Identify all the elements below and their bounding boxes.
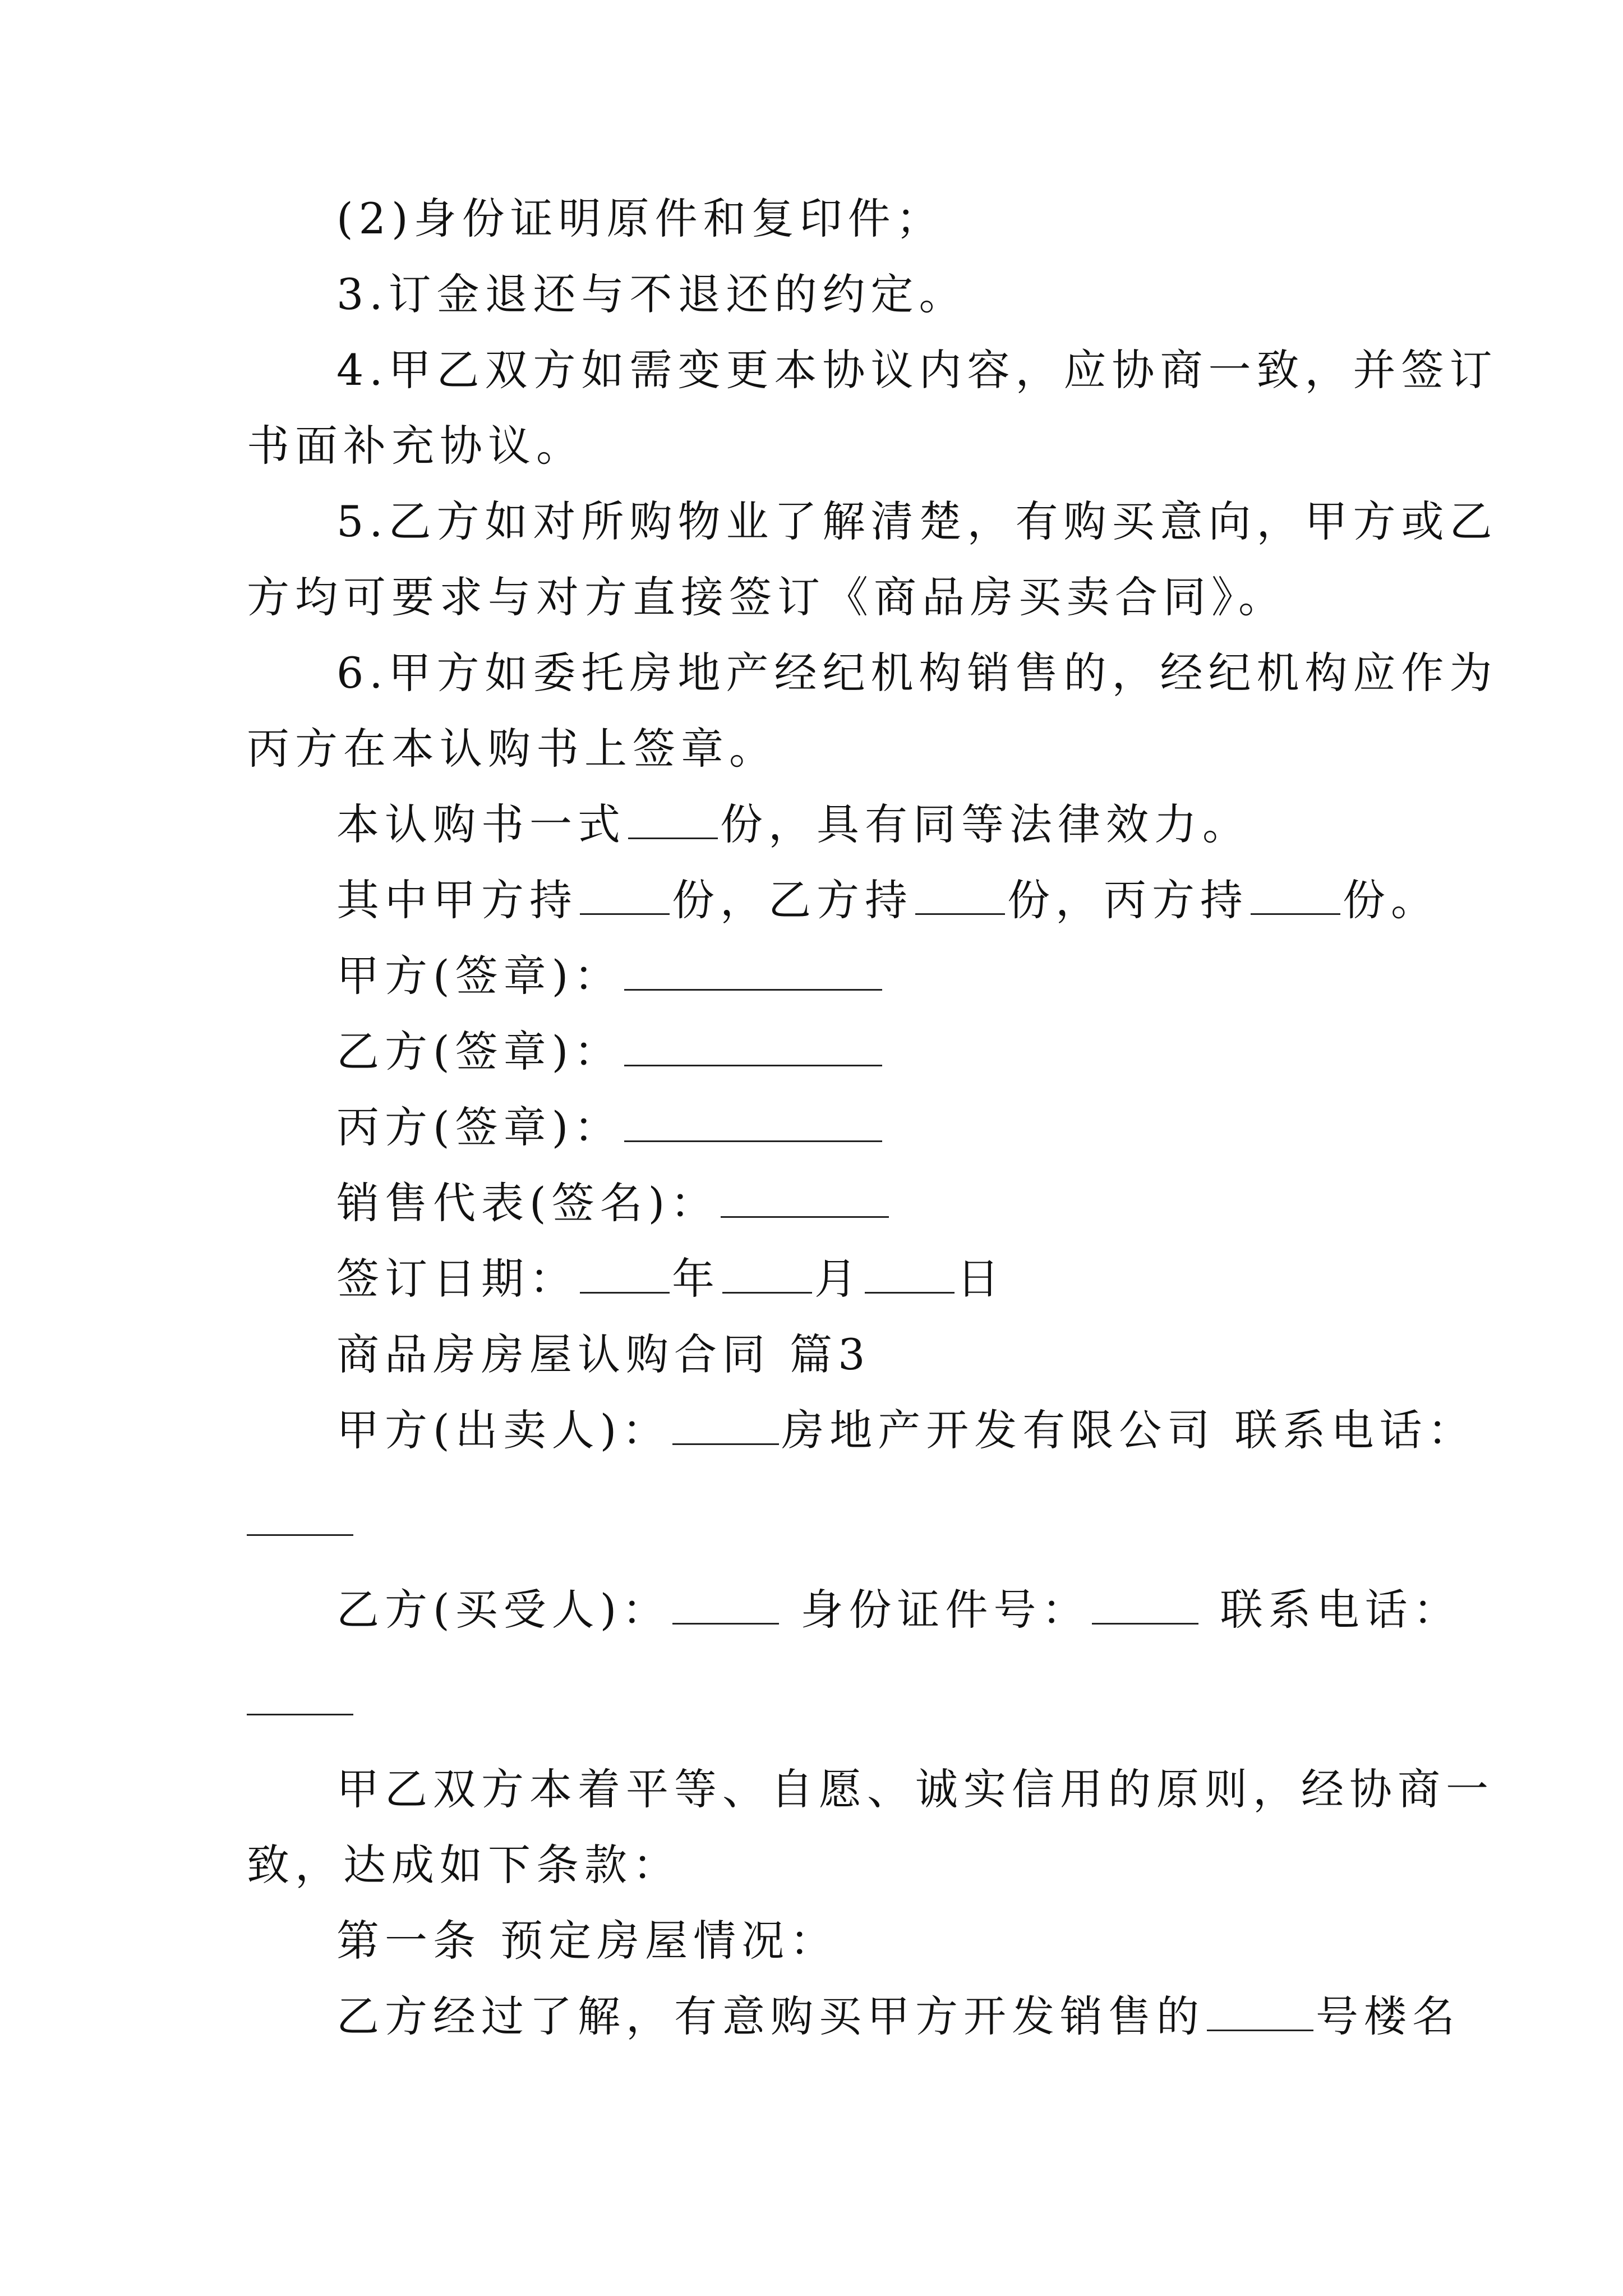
text-span: 身份证件号： [800,1585,1090,1635]
text-span: (2)身份证明原件和复印件； [336,194,944,243]
blank-field[interactable] [915,873,1005,915]
text-span: 丙方在本认购书上签章。 [247,724,777,774]
blank-field[interactable] [247,1714,353,1715]
text-span: 月 [814,1254,863,1304]
text-span: 甲方(出卖人)： [336,1405,671,1455]
text-span: 甲方(签章)： [336,951,623,1001]
text-span: 书面补充协议。 [247,421,584,471]
text-span: 第一条 预定房屋情况： [336,1916,838,1966]
blank-field[interactable] [247,1534,353,1536]
text-span: 乙方经过了解，有意购买甲方开发销售的 [336,1991,1205,2041]
text-line [336,872,1439,928]
text-span: 份，具有同等法律效力。 [720,799,1251,849]
text-span: 3.订金退还与不退还的约定。 [336,269,967,319]
blank-field[interactable] [1251,873,1340,915]
text-line [336,494,1498,550]
blank-field[interactable] [580,873,670,915]
blank-field[interactable] [1092,1582,1198,1625]
text-span: 号楼名 [1316,1991,1460,2041]
text-line [336,797,1251,853]
text-line [247,721,777,777]
signature-line [336,948,884,1004]
text-span: 5.乙方如对所购物业了解清楚，有购买意向，甲方或乙 [336,496,1498,546]
text-line [336,645,1498,701]
text-line [336,1582,1461,1638]
blank-field[interactable] [580,1251,670,1294]
signature-line [336,1175,891,1231]
signature-line [336,1099,884,1156]
text-span: 甲乙双方本着平等、自愿、诚实信用的原则，经协商一 [336,1764,1494,1814]
text-span: 份，丙方持 [1007,875,1248,925]
text-span: 丙方(签章)： [336,1102,623,1152]
text-line [336,1402,1476,1458]
text-line [336,1989,1460,2045]
blank-field[interactable] [672,1403,779,1445]
text-line [247,418,584,474]
text-span: 份，乙方持 [672,875,913,925]
text-line [336,1761,1494,1818]
blank-field[interactable] [722,1251,812,1294]
signature-line [336,1024,884,1080]
text-span: 份。 [1343,875,1439,925]
signature-field[interactable] [721,1176,889,1218]
blank-field[interactable] [672,1582,779,1625]
text-line [336,266,967,323]
date-line [336,1251,1005,1307]
text-line [336,191,944,247]
text-line [247,1837,681,1893]
text-span: 4.甲乙双方如需变更本协议内容，应协商一致，并签订 [336,345,1498,395]
signature-field[interactable] [624,1024,882,1066]
signature-field[interactable] [624,949,882,991]
text-span: 乙方(买受人)： [336,1585,671,1635]
blank-field[interactable] [628,797,718,839]
text-span: 日 [957,1254,1005,1304]
section-heading [336,1327,871,1383]
text-span: 其中甲方持 [336,875,578,925]
text-span: 房地产开发有限公司 联系电话： [781,1405,1476,1455]
text-span: 乙方(签章)： [336,1027,623,1076]
blank-field[interactable] [1207,1989,1313,2031]
text-span: 签订日期： [336,1254,578,1304]
blank-field[interactable] [865,1251,955,1294]
text-span: 联系电话： [1220,1585,1461,1635]
text-span: 6.甲方如委托房地产经纪机构销售的，经纪机构应作为 [336,648,1498,698]
text-line [247,569,1287,625]
text-span: 销售代表(签名)： [336,1178,719,1228]
article-heading [336,1913,838,1969]
text-span: 本认购书一式 [336,799,626,849]
signature-field[interactable] [624,1100,882,1142]
text-span: 商品房房屋认购合同 篇3 [336,1329,871,1379]
text-line [336,342,1498,398]
text-span: 致，达成如下条款： [247,1840,681,1890]
text-span: 年 [672,1254,720,1304]
text-span: 方均可要求与对方直接签订《商品房买卖合同》。 [247,572,1287,622]
